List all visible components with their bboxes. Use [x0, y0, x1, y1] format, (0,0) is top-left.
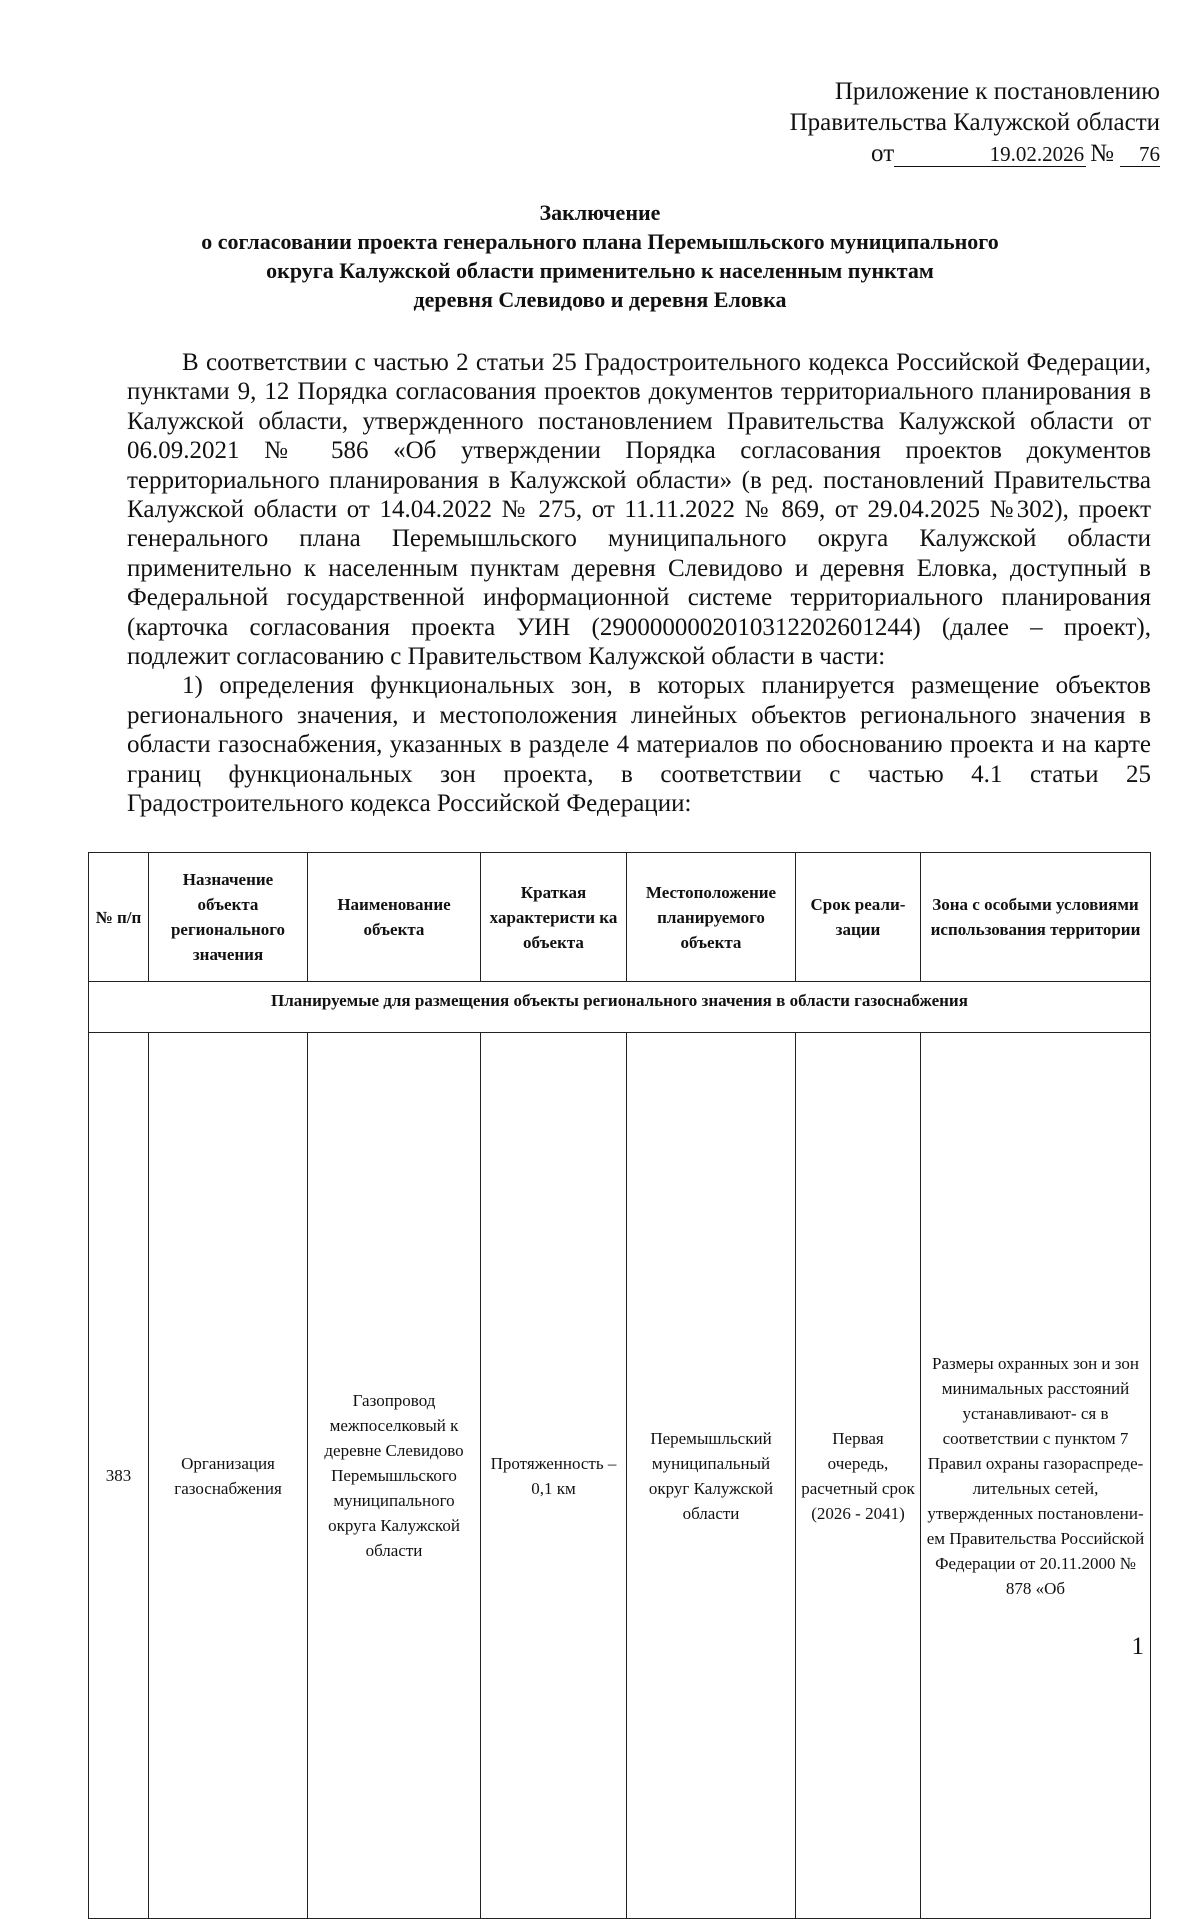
appendix-date: 19.02.2026 — [894, 142, 1086, 167]
page-number: 1 — [1131, 1633, 1144, 1660]
appendix-header — [720, 76, 1160, 169]
title-line-2: о согласовании проекта генерального плана Перемышльского муниципального — [201, 229, 999, 254]
body-paragraph-1: В соответствии с частью 2 статьи 25 Градостроительного кодекса Российской Федерации, пунктами 9, 12 Порядка согласования проектов документов территориального планирования в Калужской области, утвержденного постановлением Правительства Калужской области от 06.09.2021 № 586 «Об утверждении Порядка согласования проектов документов территориального планирования в Калужской области» (в ред. постановлений Правительства Калужской области от 14.04.2022 № 275, от 11.11.2022 № 869, от 29.04.2025 №302), проект генерального плана Перемышльского муниципального округа Калужской области применительно к населенным пунктам деревня Слевидово и деревня Еловка, доступный в Федеральной государственной информационной системе территориального планирования (карточка согласования проекта УИН (290000000201031220260124​4) (далее – проект), подлежит согласованию с Правительством Калужской области в части: — [127, 349, 1151, 671]
appendix-from-label: от — [871, 140, 895, 167]
appendix-line-1: Приложение к постановлению — [834, 78, 1160, 105]
cell-zone: Размеры охранных зон и зон минимальных расстояний устанавливают- ся в соответствии с пунктом 7 Правил охраны газораспреде- лительных сетей, утвержденных постановлени- ем Правительства Российской Федерации от 20.11.2000 № 878 «Об — [921, 1033, 1151, 1919]
cell-location: Перемышльский муниципальный округ Калужской области — [627, 1033, 796, 1919]
section-title: Планируемые для размещения объекты регионального значения в области газоснабжения — [89, 982, 1151, 1033]
appendix-line-2: Правительства Калужской области — [789, 109, 1160, 136]
appendix-date-row — [720, 138, 1160, 169]
header-number: № п/п — [89, 853, 149, 982]
header-characteristic: Краткая характеристи ка объекта — [481, 853, 627, 982]
cell-name: Газопровод межпоселковый к деревне Слевидово Перемышльского муниципального округа Калужской области — [308, 1033, 481, 1919]
header-zone: Зона с особыми условиями использования территории — [921, 853, 1151, 982]
title-line-4: деревня Слевидово и деревня Еловка — [413, 287, 787, 312]
cell-number: 383 — [89, 1033, 149, 1919]
header-purpose: Назначение объекта регионального значения — [149, 853, 308, 982]
appendix-number: 76 — [1120, 142, 1160, 167]
header-location: Местоположение планируемого объекта — [627, 853, 796, 982]
header-term: Срок реали- зации — [796, 853, 921, 982]
header-name: Наименование объекта — [308, 853, 481, 982]
cell-term: Первая очередь, расчетный срок (2026 - 2041) — [796, 1033, 921, 1919]
body-paragraph-2: 1) определения функциональных зон, в которых планируется размещение объектов регионального значения, и местоположения линейных объектов регионального значения в области газоснабжения, указанных в разделе 4 материалов по обоснованию проекта и на карте границ функциональных зон проекта, в соответствии с частью 4.1 статьи 25 Градостроительного кодекса Российской Федерации: — [127, 672, 1151, 818]
cell-characteristic: Протяженность – 0,1 км — [481, 1033, 627, 1919]
table-row — [89, 1033, 1151, 1919]
title-line-3: округа Калужской области применительно к населенным пунктам — [266, 258, 934, 283]
document-title — [60, 198, 1140, 314]
cell-purpose: Организация газоснабжения — [149, 1033, 308, 1919]
document-body — [127, 348, 1151, 819]
title-line-1: Заключение — [539, 200, 661, 225]
table-section-row — [89, 982, 1151, 1033]
objects-table — [88, 852, 1151, 1919]
table-header-row — [89, 853, 1151, 982]
appendix-number-label: № — [1090, 140, 1114, 167]
